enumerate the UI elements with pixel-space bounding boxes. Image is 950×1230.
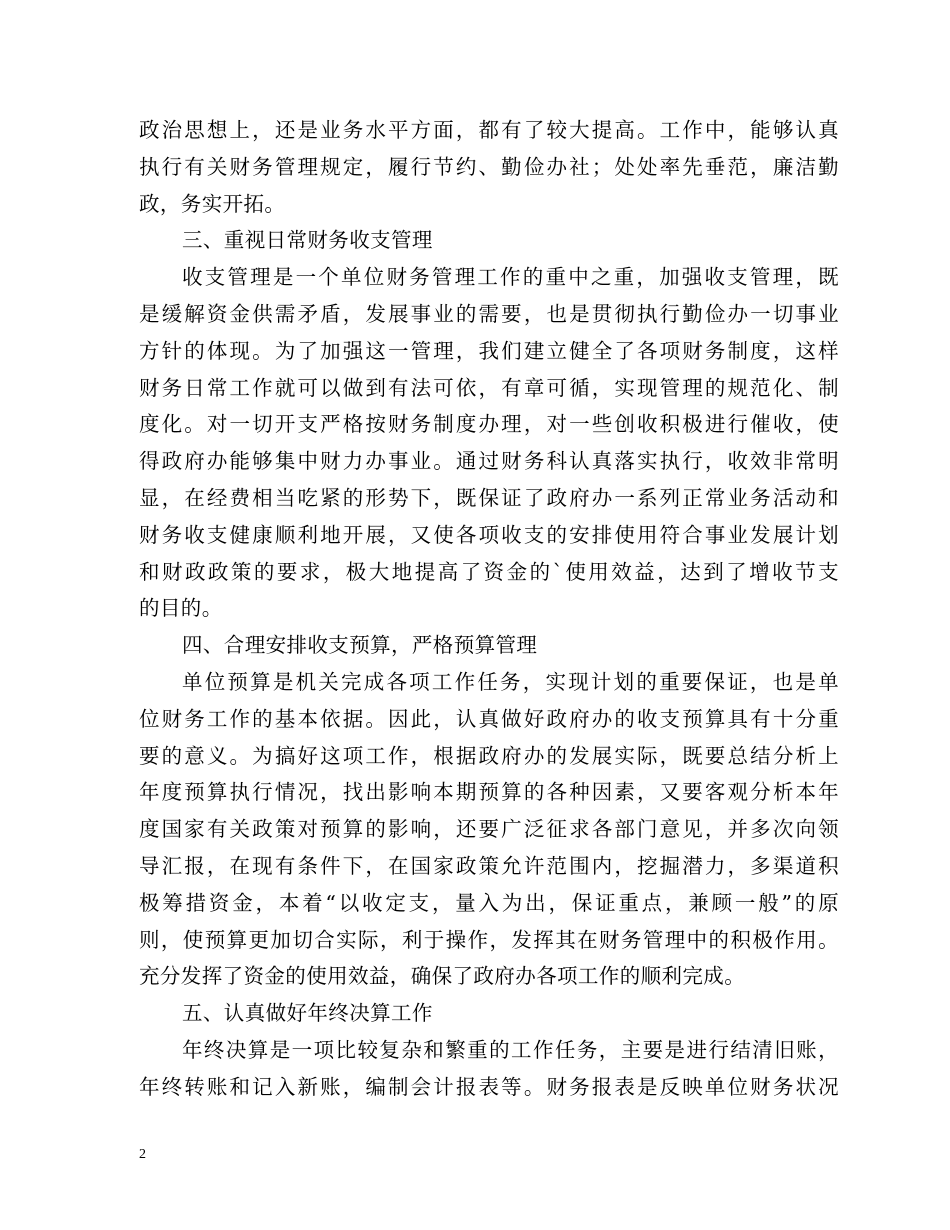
section-heading: 三、重视日常财务收支管理 [182, 228, 433, 253]
text-line: 政治思想上，还是业务水平方面，都有了较大提高。工作中，能够认真 [139, 118, 839, 142]
text-line: 则，使预算更加切合实际，利于操作，发挥其在财务管理中的积极作用。 [139, 927, 839, 952]
text-line: 执行有关财务管理规定，履行节约、勤俭办社；处处率先垂范，廉洁勤 [139, 154, 839, 179]
text-line: 财务日常工作就可以做到有法可依，有章可循，实现管理的规范化、制 [139, 375, 839, 400]
body-text [139, 112, 839, 1106]
text-line: 的目的。 [139, 596, 223, 621]
text-line: 要的意义。为搞好这项工作，根据政府办的发展实际，既要总结分析上 [139, 743, 839, 768]
text-line: 财务收支健康顺利地开展，又使各项收支的安排使用符合事业发展计划 [139, 522, 839, 547]
text-line: 导汇报，在现有条件下，在国家政策允许范围内，挖掘潜力，多渠道积 [139, 853, 839, 878]
text-line: 方针的体现。为了加强这一管理，我们建立健全了各项财务制度，这样 [139, 338, 839, 363]
text-line: 年终决算是一项比较复杂和繁重的工作任务，主要是进行结清旧账， [182, 1037, 839, 1062]
text-line: 和财政政策的要求，极大地提高了资金的`使用效益，达到了增收节支 [139, 559, 839, 584]
text-line: 政，务实开拓。 [139, 191, 286, 216]
page-number: 2 [139, 1147, 146, 1162]
text-line: 得政府办能够集中财力办事业。通过财务科认真落实执行，收效非常明 [139, 449, 839, 474]
text-line: 是缓解资金供需矛盾，发展事业的需要，也是贯彻执行勤俭办一切事业 [139, 301, 839, 326]
text-line: 年度预算执行情况，找出影响本期预算的各种因素，又要客观分析本年 [139, 780, 839, 805]
text-line: 显，在经费相当吃紧的形势下，既保证了政府办一系列正常业务活动和 [139, 485, 839, 510]
text-line: 收支管理是一个单位财务管理工作的重中之重，加强收支管理，既 [182, 265, 839, 290]
text-line: 度化。对一切开支严格按财务制度办理，对一些创收积极进行催收，使 [139, 412, 839, 437]
text-line: 极筹措资金，本着“以收定支，量入为出，保证重点，兼顾一般”的原 [139, 890, 839, 915]
text-line: 位财务工作的基本依据。因此，认真做好政府办的收支预算具有十分重 [139, 706, 839, 731]
text-line: 单位预算是机关完成各项工作任务，实现计划的重要保证，也是单 [182, 669, 839, 694]
text-line: 度国家有关政策对预算的影响，还要广泛征求各部门意见，并多次向领 [139, 817, 839, 842]
text-line: 充分发挥了资金的使用效益，确保了政府办各项工作的顺利完成。 [139, 964, 746, 989]
section-heading: 五、认真做好年终决算工作 [182, 1001, 433, 1026]
section-heading: 四、合理安排收支预算，严格预算管理 [182, 633, 538, 658]
text-line: 年终转账和记入新账，编制会计报表等。财务报表是反映单位财务状况 [139, 1074, 839, 1099]
